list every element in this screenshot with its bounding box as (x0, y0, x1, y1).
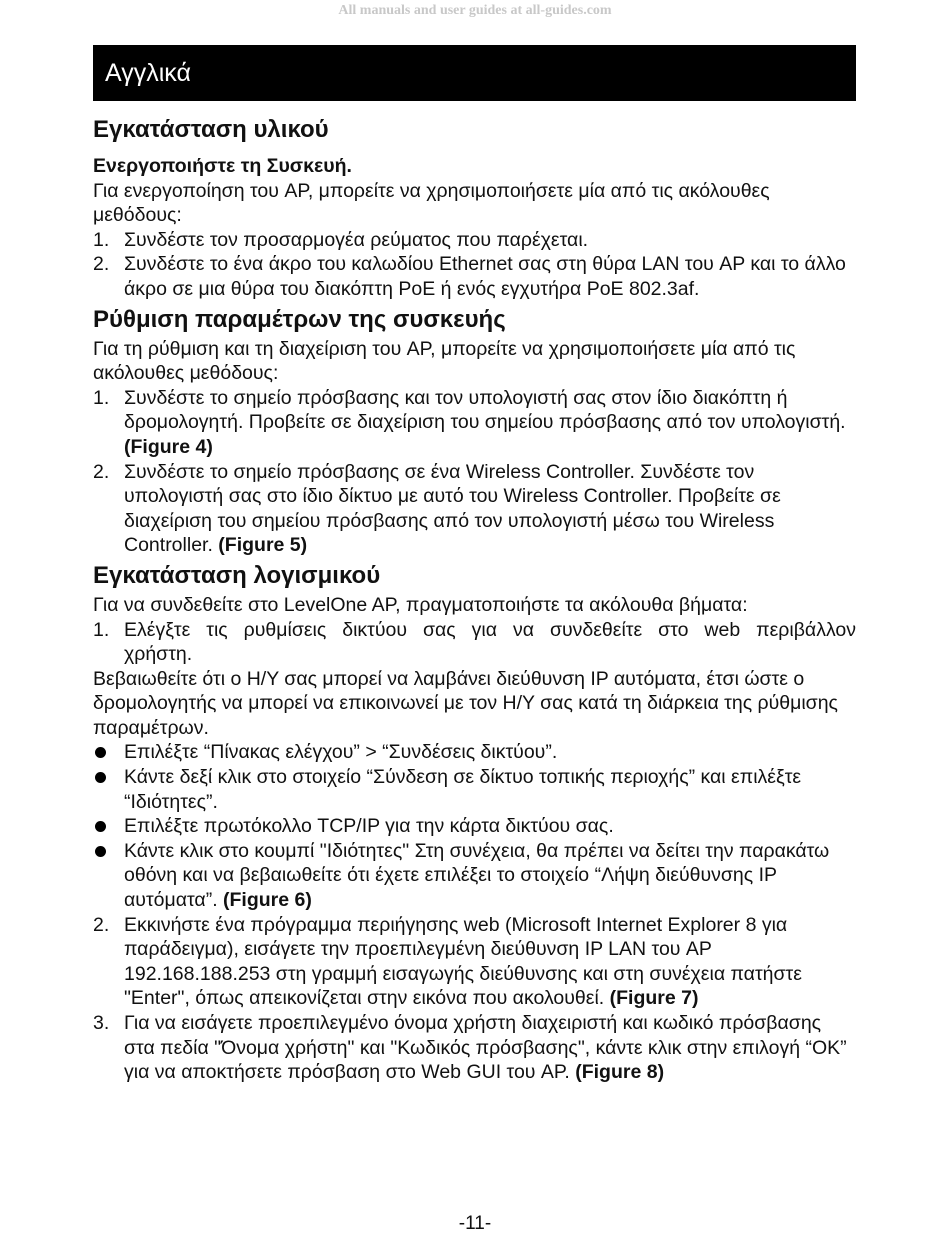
software-section-title: Εγκατάσταση λογισμικού (93, 561, 381, 589)
step-number: 2. (93, 253, 110, 276)
config-intro: Για τη ρύθμιση και τη διαχείριση του AP, μπορείτε να χρησιμοποιήσετε μία από τις ακόλουθες μεθόδους: (93, 337, 796, 385)
language-title: Αγγλικά (105, 59, 191, 87)
step-text: Εκκινήστε ένα πρόγραμμα περιήγησης web (Microsoft Internet Explorer 8 για παράδειγμα), εισάγετε την προεπιλεγμένη διεύθυνση IP LAN του AP 192.168.188.253 στη γραμμή εισαγωγής διεύθυνσης και στη συνέχεια πατήστε "Enter", όπως απεικονίζεται στην εικόνα που ακολουθεί. (124, 913, 802, 1010)
ensure-dhcp-text: Βεβαιωθείτε ότι ο Η/Υ σας μπορεί να λαμβάνει διεύθυνση IP αυτόματα, έτσι ώστε ο δρομολογητής να μπορεί να επικοινωνεί με τον Η/Υ σας κατά τη διάρκεια της ρύθμισης παραμέτρων. (93, 667, 838, 739)
watermark: All manuals and user guides at all-guides.com (338, 3, 612, 18)
figure-reference: (Figure 8) (575, 1061, 665, 1084)
hardware-step-1 (93, 228, 856, 253)
bullet-icon (95, 846, 106, 857)
language-header-bar (93, 45, 856, 101)
step-text: Συνδέστε το σημείο πρόσβασης σε ένα Wireless Controller. Συνδέστε τον υπολογιστή σας στο ίδιο δίκτυο με αυτό του Wireless Controller. Προβείτε σε διαχείριση του σημείου πρόσβασης από τον υπολογιστή μέσω του Wireless Controller. (124, 460, 781, 557)
step-text: Συνδέστε τον προσαρμογέα ρεύματος που παρέχεται. (124, 228, 589, 251)
bullet-item (93, 765, 856, 814)
figure-reference: (Figure 4) (124, 435, 213, 458)
power-heading: Ενεργοποιήστε τη Συσκευή. (93, 155, 352, 177)
bullet-text: Επιλέξτε “Πίνακας ελέγχου” > “Συνδέσεις δικτύου”. (124, 741, 558, 764)
step-number: 2. (93, 913, 110, 936)
bullet-text: Κάντε δεξί κλικ στο στοιχείο “Σύνδεση σε δίκτυο τοπικής περιοχής” και επιλέξτε “Ιδιότητες”. (124, 766, 802, 813)
config-step-1 (93, 386, 856, 460)
bullet-icon (95, 747, 106, 758)
config-section-title: Ρύθμιση παραμέτρων της συσκευής (93, 305, 506, 333)
bullet-text: Επιλέξτε πρωτόκολλο TCP/IP για την κάρτα δικτύου σας. (124, 815, 614, 838)
software-intro: Για να συνδεθείτε στο LevelOne AP, πραγματοποιήστε τα ακόλουθα βήματα: (93, 593, 748, 616)
figure-reference: (Figure 7) (609, 987, 699, 1010)
page-content (93, 114, 856, 1085)
bullet-item (93, 740, 856, 765)
step-number: 3. (93, 1012, 110, 1034)
hardware-section-title: Εγκατάσταση υλικού (93, 116, 329, 143)
config-step-2 (93, 460, 856, 558)
step-number: 1. (93, 228, 110, 251)
bullet-icon (95, 821, 106, 832)
step-text: Συνδέστε το ένα άκρο του καλωδίου Ethernet σας στη θύρα LAN του AP και το άλλο άκρο σε μια θύρα του διακόπτη PoE ή ενός εγχυτήρα PoE 802.3af. (124, 253, 846, 300)
hardware-intro-line-1: Για ενεργοποίηση του AP, μπορείτε να χρησιμοποιήσετε μία από τις ακόλουθες (93, 179, 770, 202)
step-text-line-2: χρήστη. (124, 643, 193, 666)
bullet-item (93, 814, 856, 839)
page-number: -11- (458, 1213, 492, 1234)
figure-reference: (Figure 6) (223, 889, 312, 912)
software-step-1 (93, 618, 856, 667)
step-text: Για να εισάγετε προεπιλεγμένο όνομα χρήστη διαχειριστή και κωδικό πρόσβασης στα πεδία "Όνομα χρήστη" και "Κωδικός πρόσβασης", κάντε κλικ στην επιλογή “OK” για να αποκτήσετε πρόσβαση στο Web GUI του AP. (124, 1012, 847, 1084)
step-number: 1. (93, 386, 110, 409)
figure-reference: (Figure 5) (218, 534, 308, 557)
hardware-intro-line-2: μεθόδους: (93, 204, 182, 227)
bullet-icon (95, 772, 106, 783)
step-number: 1. (93, 618, 110, 641)
step-number: 2. (93, 460, 110, 483)
bullet-text: Κάντε κλικ στο κουμπί "Ιδιότητες" Στη συνέχεια, θα πρέπει να δείτει την παρακάτω οθόνη και να βεβαιωθείτε ότι έχετε επιλέξει το στοιχείο “Λήψη διεύθυνσης IP αυτόματα”. (124, 839, 830, 912)
step-text-line-1: Ελέγξτε τις ρυθμίσεις δικτύου σας για να συνδεθείτε στο web περιβάλλον (124, 618, 856, 641)
step-text: Συνδέστε το σημείο πρόσβασης και τον υπολογιστή σας στον ίδιο διακόπτη ή δρομολογητή. Προβείτε σε διαχείριση του σημείου πρόσβασης από τον υπολογιστή. (124, 386, 846, 434)
hardware-step-2 (93, 252, 856, 301)
software-step-2 (93, 913, 856, 1011)
software-step-3 (93, 1011, 856, 1085)
bullet-item (93, 839, 856, 913)
